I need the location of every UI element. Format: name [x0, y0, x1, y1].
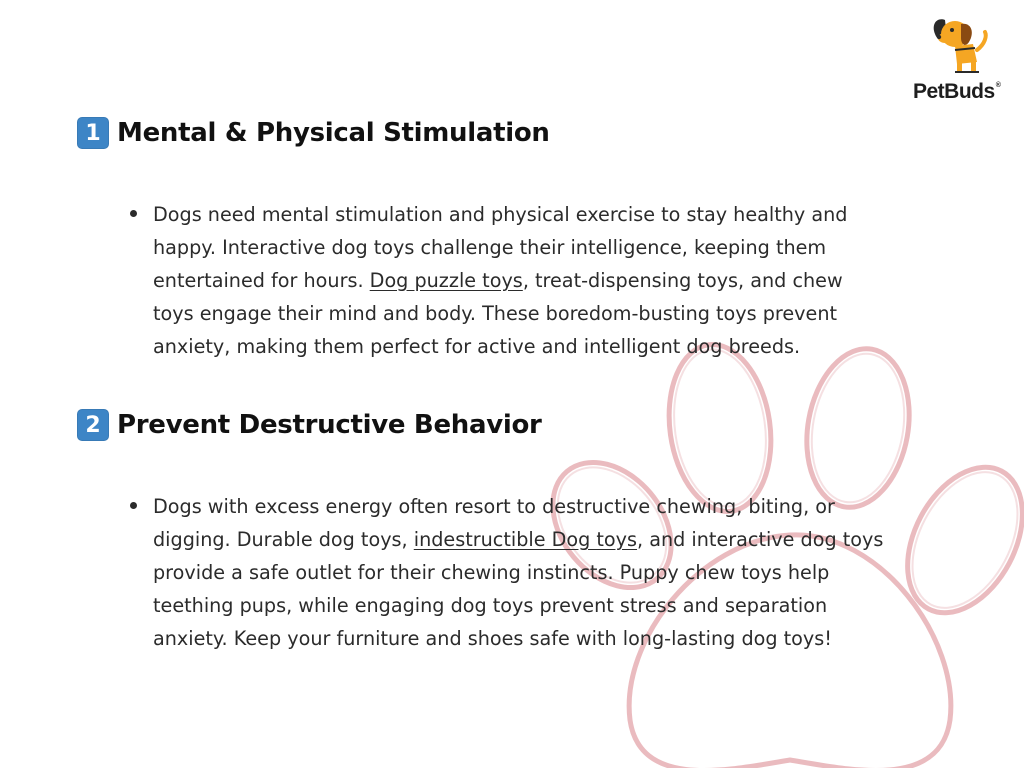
- number-badge: 1: [77, 117, 109, 149]
- paragraph-line: teething pups, while engaging dog toys prevent stress and separation: [153, 594, 828, 617]
- petbuds-logo: [908, 14, 1016, 104]
- paragraph-line: anxiety. Keep your furniture and shoes safe with long-lasting dog toys!: [153, 627, 832, 650]
- paragraph-line: digging. Durable dog toys, indestructible Dog toys, and interactive dog toys: [153, 528, 884, 551]
- brand-name: PetBuds®: [913, 80, 1001, 103]
- bullet-dot: [130, 502, 137, 509]
- paragraph-line: provide a safe outlet for their chewing instincts. Puppy chew toys help: [153, 561, 830, 584]
- paragraph-line: Dogs need mental stimulation and physical exercise to stay healthy and: [153, 203, 848, 226]
- paragraph-line: entertained for hours. Dog puzzle toys, treat-dispensing toys, and chew: [153, 269, 843, 292]
- dog-mascot-icon: [925, 14, 995, 80]
- section-title: Prevent Destructive Behavior: [117, 410, 542, 440]
- paragraph-line: happy. Interactive dog toys challenge their intelligence, keeping them: [153, 236, 827, 259]
- section-title: Mental & Physical Stimulation: [117, 118, 550, 148]
- indestructible-dog-toys-link[interactable]: indestructible Dog toys: [413, 528, 638, 551]
- paragraph-line: Dogs with excess energy often resort to destructive chewing, biting, or: [153, 495, 835, 518]
- paragraph-line: anxiety, making them perfect for active and intelligent dog breeds.: [153, 335, 801, 358]
- paragraph-line: toys engage their mind and body. These boredom-busting toys prevent: [153, 302, 838, 325]
- number-badge: 2: [77, 409, 109, 441]
- section-heading: [77, 408, 542, 442]
- dog-puzzle-toys-link[interactable]: Dog puzzle toys: [369, 269, 523, 292]
- section-heading: [77, 116, 550, 150]
- bullet-dot: [130, 210, 137, 217]
